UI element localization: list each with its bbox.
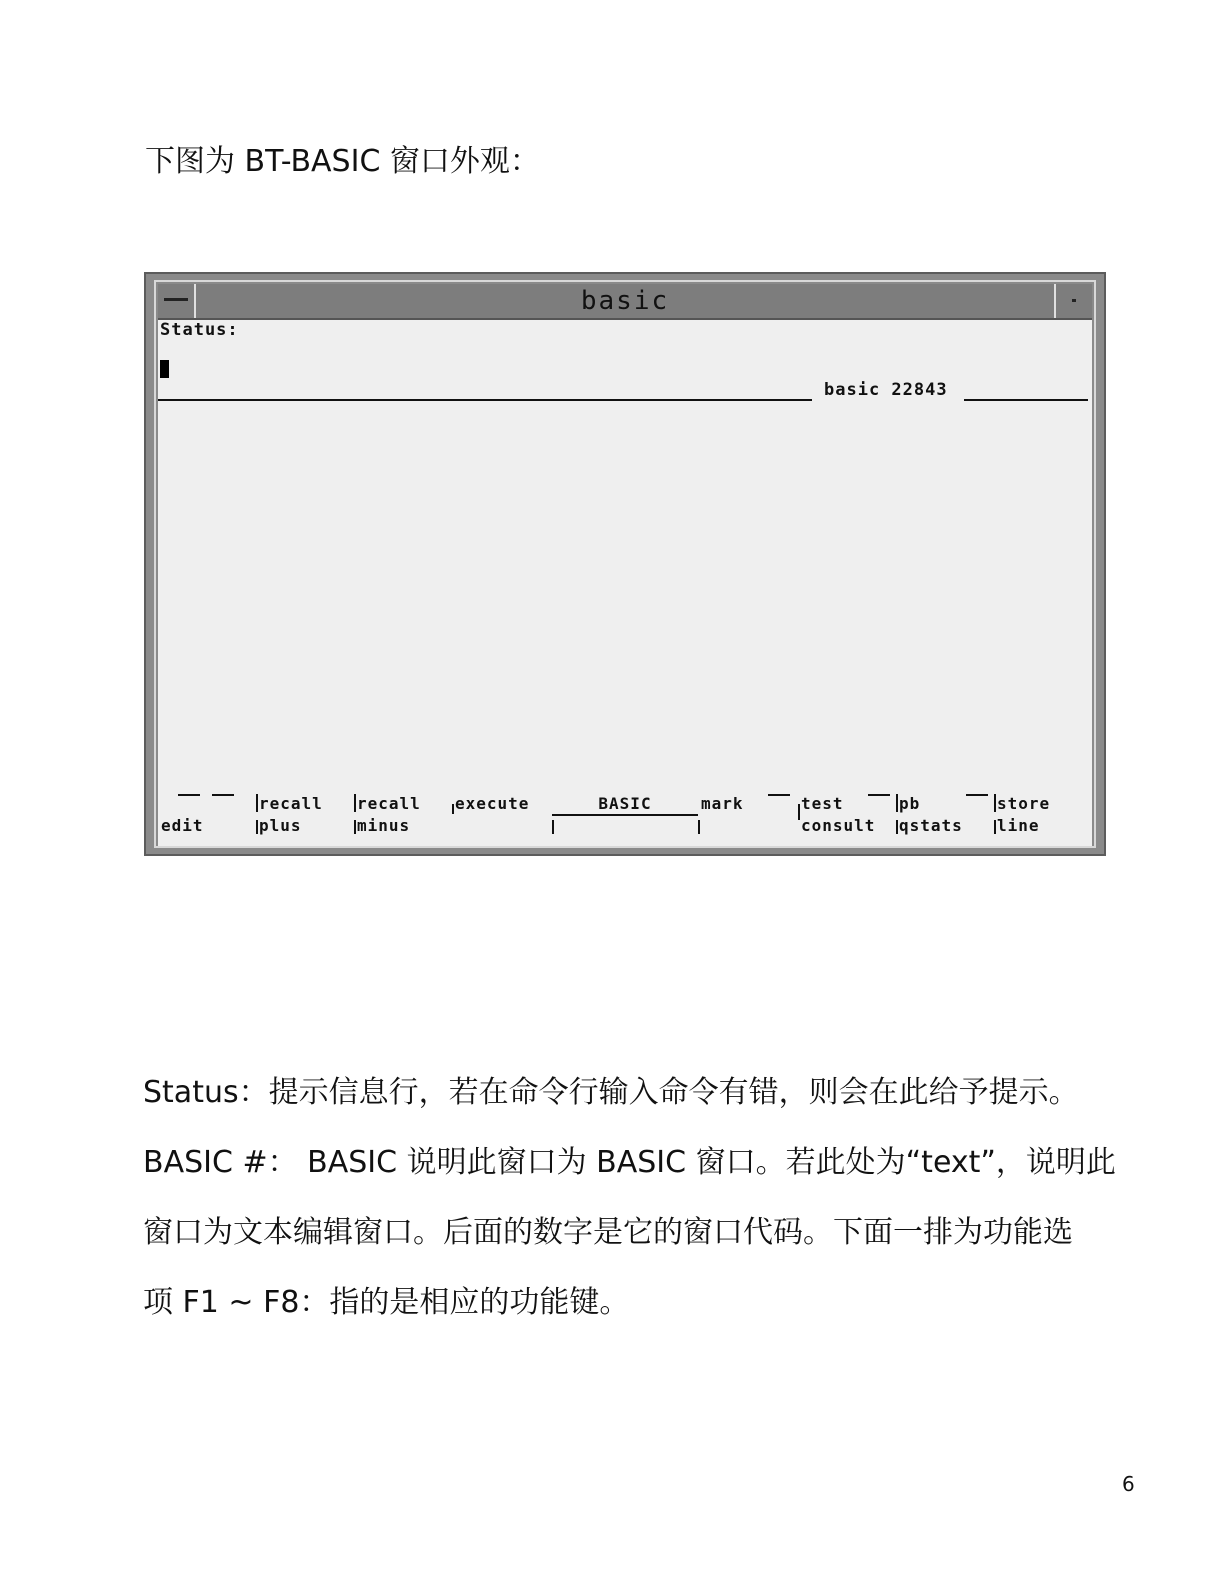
description-line: Status：提示信息行，若在命令行输入命令有错，则会在此给予提示。 <box>143 1075 1079 1110</box>
fkey-divider <box>256 820 258 834</box>
fkey-mark[interactable] <box>698 790 796 846</box>
fkey-label-line1: mark <box>701 794 744 813</box>
fkey-label-line1: test <box>801 794 844 813</box>
fkey-label-line1: pb <box>899 794 921 813</box>
intro-text: 下图为 BT-BASIC 窗口外观： <box>145 144 540 179</box>
page-number: 6 <box>1122 1472 1135 1496</box>
system-menu-button[interactable] <box>158 284 196 318</box>
status-label: Status: <box>160 320 239 340</box>
window-client-area[interactable] <box>158 320 1092 846</box>
separator-line-right <box>964 399 1088 401</box>
fkey-recall-plus[interactable] <box>256 790 354 846</box>
fkey-store-line[interactable] <box>994 790 1092 846</box>
minimize-button[interactable] <box>1054 284 1092 318</box>
fkey-label-line1: recall <box>357 794 421 813</box>
fkey-dash <box>768 794 790 796</box>
title-bar[interactable] <box>158 284 1092 320</box>
description-line: 窗口为文本编辑窗口。后面的数字是它的窗口代码。下面一排为功能选 <box>143 1215 1073 1250</box>
fkey-label-line2: edit <box>161 816 204 835</box>
window-title: basic <box>580 286 670 316</box>
fkey-label-line1: recall <box>259 794 323 813</box>
fkey-test-consult[interactable] <box>798 790 896 846</box>
fkey-divider <box>354 820 356 834</box>
fkey-divider <box>896 820 898 834</box>
description-line: 项 F1 ~ F8：指的是相应的功能键。 <box>143 1285 630 1320</box>
window-id-label: basic 22843 <box>824 380 948 400</box>
fkey-divider <box>452 804 454 814</box>
fkey-label-line2: qstats <box>899 816 963 835</box>
fkey-divider <box>994 820 996 834</box>
fkey-pb-qstats[interactable] <box>896 790 994 846</box>
fkey-divider <box>994 794 996 812</box>
fkey-label-line1: store <box>997 794 1051 813</box>
fkey-dash <box>868 794 890 796</box>
fkey-label-line2: line <box>997 816 1040 835</box>
fkey-divider <box>798 804 800 820</box>
fkey-divider <box>256 794 258 812</box>
function-key-bar <box>158 790 1092 846</box>
fkey-dash <box>178 794 200 796</box>
description-paragraph <box>143 1058 1143 1338</box>
fkey-divider <box>354 794 356 812</box>
fkey-dash <box>966 794 988 796</box>
fkey-basic[interactable] <box>552 790 698 846</box>
fkey-underline <box>552 814 698 816</box>
fkey-label-line1: execute <box>455 794 530 813</box>
fkey-edit[interactable] <box>158 790 256 846</box>
fkey-divider <box>896 794 898 812</box>
fkey-divider <box>552 820 554 834</box>
fkey-label-line2: minus <box>357 816 411 835</box>
fkey-divider <box>698 820 700 834</box>
separator-line-left <box>158 399 812 401</box>
fkey-dash <box>212 794 234 796</box>
text-cursor <box>160 360 169 378</box>
fkey-recall-minus[interactable] <box>354 790 452 846</box>
basic-window <box>144 272 1106 856</box>
fkey-execute[interactable] <box>452 790 550 846</box>
description-line: BASIC #： BASIC 说明此窗口为 BASIC 窗口。若此处为“text”，说明此 <box>143 1145 1116 1180</box>
minimize-icon <box>1072 299 1076 302</box>
fkey-label-line2: consult <box>801 816 876 835</box>
fkey-label-line2: plus <box>259 816 302 835</box>
system-menu-icon <box>164 298 188 301</box>
fkey-label-line1: BASIC <box>598 794 652 813</box>
